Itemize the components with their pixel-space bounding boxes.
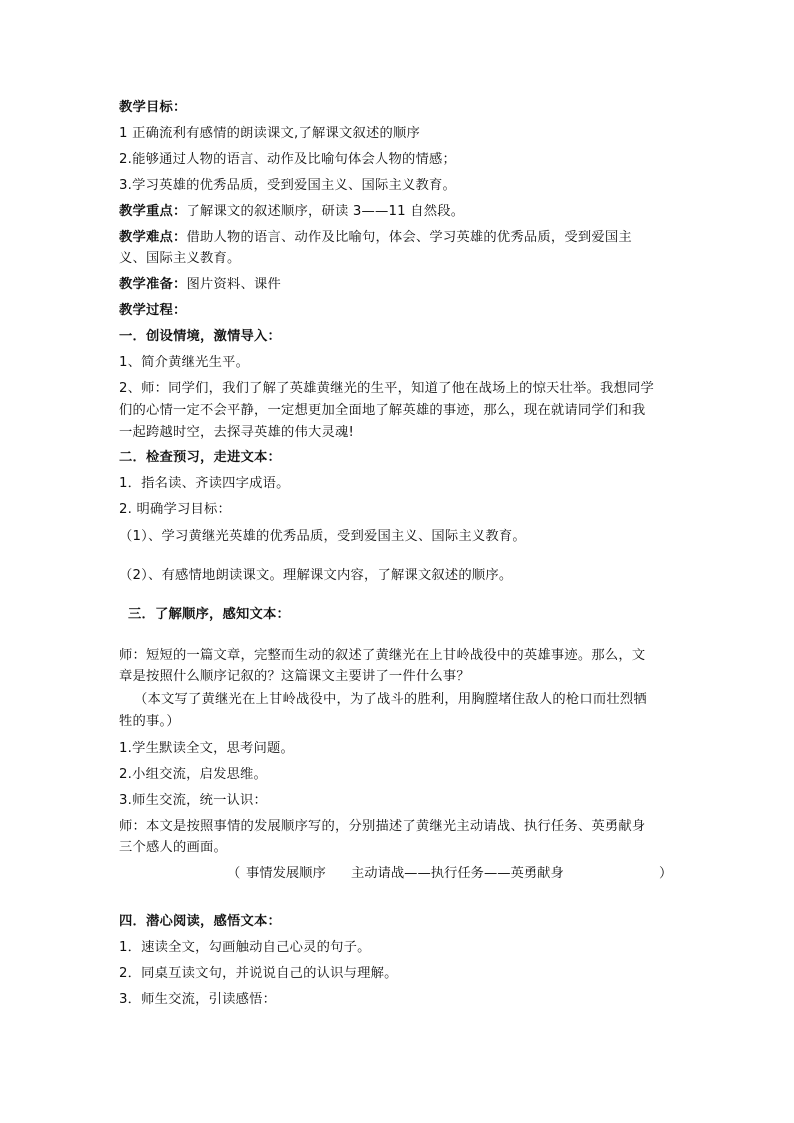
preparation-line	[119, 276, 281, 294]
summary-order: 事情发展顺序	[246, 866, 326, 881]
objectives-title: 教学目标：	[119, 100, 187, 115]
key-point-text: 了解课文的叙述顺序，研读 3——11 自然段。	[186, 204, 465, 219]
summary-flow: 主动请战——执行任务——英勇献身	[351, 866, 564, 881]
section-3-step-2: 2.小组交流，启发思维。	[119, 767, 268, 782]
section-3-step-3: 3.师生交流，统一认识：	[119, 793, 268, 808]
section-3-conclusion-line-2: 三个感人的画面。	[119, 840, 227, 855]
section-4-item-1: 1．速读全文，勾画触动自己心灵的句子。	[119, 940, 371, 955]
section-4-title: 四．潜心阅读，感悟文本：	[119, 914, 281, 929]
section-4-item-3: 3．师生交流，引读感悟：	[119, 992, 277, 1007]
section-2-goal-1: （1）、学习黄继光英雄的优秀品质，受到爱国主义、国际主义教育。	[119, 529, 526, 544]
objective-2: 2.能够通过人物的语言、动作及比喻句体会人物的情感；	[119, 152, 457, 167]
preparation-label: 教学准备：	[119, 277, 187, 292]
section-1-item-2-line-1: 2、师：同学们，我们了解了英雄黄继光的生平，知道了他在战场上的惊天壮举。我想同学	[119, 381, 655, 396]
section-2-goal-2: （2）、有感情地朗读课文。理解课文内容，了解课文叙述的顺序。	[119, 568, 513, 583]
objective-3: 3.学习英雄的优秀品质，受到爱国主义、国际主义教育。	[119, 178, 457, 193]
section-1-item-2-line-3: 一起跨越时空，去探寻英雄的伟大灵魂!	[119, 425, 354, 440]
section-2-title: 二．检查预习，走进文本：	[119, 450, 281, 465]
key-point-label: 教学重点：	[119, 204, 187, 219]
section-1-item-1: 1、简介黄继光生平。	[119, 355, 250, 370]
difficulty-text-1: 借助人物的语言、动作及比喻句，体会、学习英雄的优秀品质，受到爱国主	[186, 230, 632, 245]
summary-open-paren: （	[227, 866, 241, 881]
preparation-text: 图片资料、课件	[186, 277, 281, 292]
section-3-teacher-line-2: 章是按照什么顺序记叙的？这篇课文主要讲了一件什么事？	[119, 669, 470, 684]
difficulty-line-1	[119, 229, 632, 247]
section-3-conclusion-line-1: 师：本文是按照事情的发展顺序写的，分别描述了黄继光主动请战、执行任务、英勇献身	[119, 819, 646, 834]
section-4-item-2: 2．同桌互读文句，并说说自己的认识与理解。	[119, 966, 398, 981]
difficulty-line-2: 义、国际主义教育。	[119, 251, 241, 266]
summary-close-paren: ）	[659, 866, 673, 881]
section-3-answer-line-2: 牲的事。）	[119, 714, 180, 729]
section-2-item-1: 1．指名读、齐读四字成语。	[119, 476, 290, 491]
section-3-answer-line-1: （本文写了黄继光在上甘岭战役中，为了战斗的胜利，用胸膛堵住敌人的枪口而壮烈牺	[134, 692, 647, 707]
difficulty-label: 教学难点：	[119, 230, 187, 245]
process-title: 教学过程：	[119, 303, 187, 318]
section-1-item-2-line-2: 们的心情一定不会平静，一定想更加全面地了解英雄的事迹，那么，现在就请同学们和我	[119, 403, 646, 418]
key-point-line	[119, 203, 464, 221]
section-3-title: 三．了解顺序，感知文本：	[128, 607, 290, 622]
section-3-teacher-line-1: 师：短短的一篇文章，完整而生动的叙述了黄继光在上甘岭战役中的英雄事迹。那么，文	[119, 648, 646, 663]
section-1-title: 一．创设情境，激情导入：	[119, 329, 281, 344]
section-3-step-1: 1.学生默读全文，思考问题。	[119, 741, 295, 756]
section-2-item-2: 2. 明确学习目标：	[119, 502, 231, 517]
objective-1: 1 正确流利有感情的朗读课文,了解课文叙述的顺序	[119, 126, 420, 141]
